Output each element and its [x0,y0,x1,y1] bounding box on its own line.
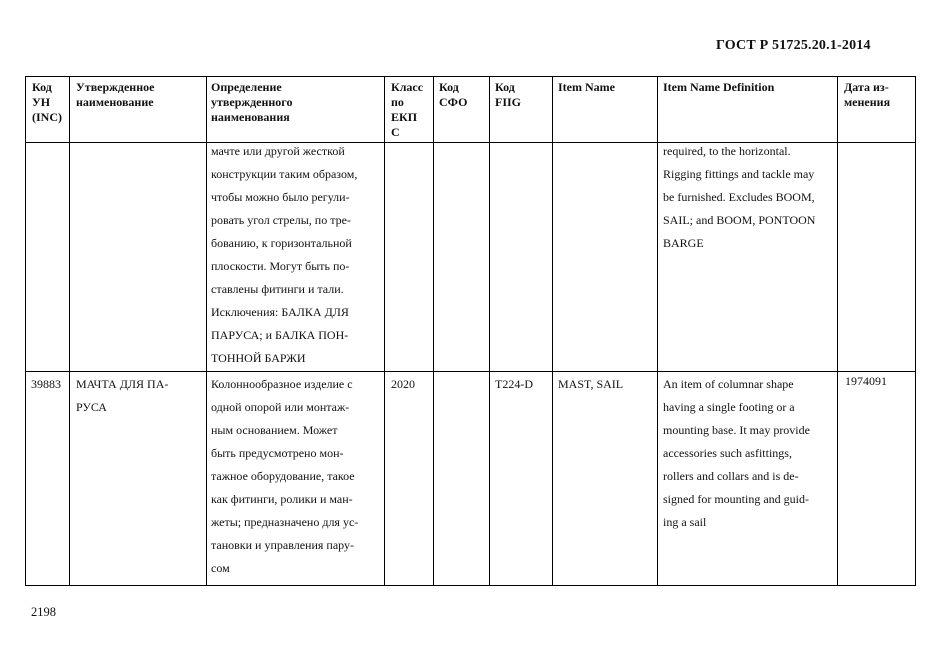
column-divider [489,77,490,585]
document-title: ГОСТ Р 51725.20.1-2014 [716,38,871,53]
header-sfo-code: Код СФО [439,80,468,109]
header-ekp-class: Класс по ЕКП С [391,80,424,139]
column-divider [384,77,385,585]
row2-change-date: 1974091 [845,374,887,388]
row2-item-name-definition: An item of columnar shape having a single footing or a mounting base. It may provide accessories such asfittings, rollers and collars and is de- signed for mounting and guid- ing a sail [663,377,810,529]
header-item-name-definition: Item Name Definition [663,80,775,94]
column-divider [69,77,70,585]
column-divider [837,77,838,585]
row2-definition: Колоннообразное изделие с одной опорой или монтаж- ным основанием. Может быть предусмотрено мон- тажное оборудование, такое как фитинги, ролики и ман- жеты; предназначено для ус- тановки и управления пару- сом [211,377,359,575]
row-divider [26,371,915,372]
header-change-date: Дата из- менения [844,80,891,109]
column-divider [552,77,553,585]
column-divider [206,77,207,585]
row2-inc: 39883 [31,377,61,391]
row2-approved-name: МАЧТА ДЛЯ ПА- РУСА [76,377,169,414]
row2-fiig-code: T224-D [495,377,533,391]
row2-ekp-class: 2020 [391,377,415,391]
page-number: 2198 [31,605,56,619]
column-divider [657,77,658,585]
column-divider [433,77,434,585]
header-inc: Код УН (INC) [32,80,62,124]
row1-item-name-definition: required, to the horizontal. Rigging fittings and tackle may be furnished. Excludes BOOM, SAIL; and BOOM, PONTOON BARGE [663,144,816,250]
row2-item-name: MAST, SAIL [558,377,624,391]
row1-definition: мачте или другой жесткой конструкции таким образом, чтобы можно было регули- ровать угол стрелы, по тре- бованию, к горизонтальной плоскости. Могут быть по- ставлены фитинги и тали. Исключения: БАЛКА ДЛЯ ПАРУСА; и БАЛКА ПОН- ТОННОЙ БАРЖИ [211,144,358,365]
header-fiig-code: Код FIIG [495,80,522,109]
header-item-name: Item Name [558,80,615,94]
header-approved-name: Утвержденное наименование [76,80,155,109]
header-definition: Определение утвержденного наименования [211,80,293,124]
data-table [25,76,916,586]
